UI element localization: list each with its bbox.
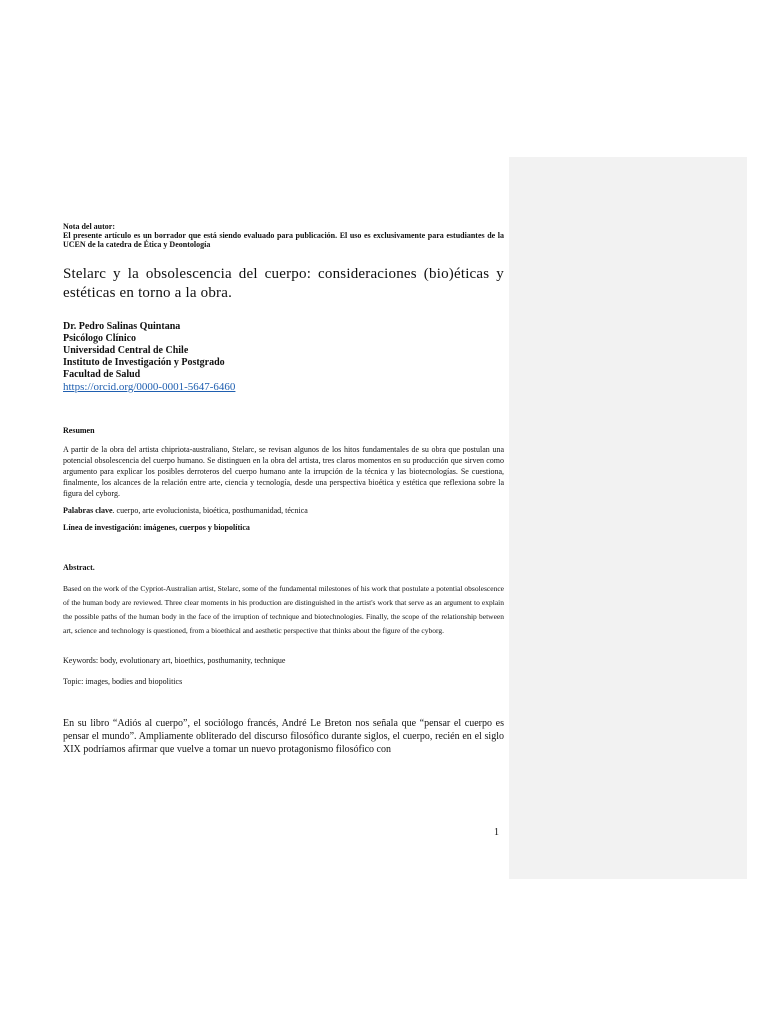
author-note-label: Nota del autor: bbox=[63, 222, 115, 231]
resumen-heading: Resumen bbox=[63, 426, 95, 435]
abstract-keywords: Keywords: body, evolutionary art, bioethics, posthumanity, technique bbox=[63, 656, 286, 665]
article-title: Stelarc y la obsolescencia del cuerpo: consideraciones (bio)éticas y estéticas en torno a la obra. bbox=[63, 266, 504, 301]
page-number: 1 bbox=[494, 827, 499, 838]
linea-investigacion bbox=[63, 523, 504, 533]
document-content bbox=[63, 222, 504, 756]
author-faculty: Facultad de Salud bbox=[63, 369, 141, 380]
author-note-text: El presente artículo es un borrador que está siendo evaluado para publicación. El uso es exclusivamente para estudiantes de la UCEN de la catedra de Ética y Deontología bbox=[63, 231, 504, 249]
abstract-topic: Topic: images, bodies and biopolitics bbox=[63, 677, 183, 686]
author-university: Universidad Central de Chile bbox=[63, 345, 189, 356]
linea-investigacion-text: Línea de investigación: imágenes, cuerpos y biopolítica bbox=[63, 523, 250, 532]
palabras-clave-values: . cuerpo, arte evolucionista, bioética, posthumanidad, técnica bbox=[112, 506, 308, 515]
resumen-text: A partir de la obra del artista chipriota-australiano, Stelarc, se revisan algunos de los hitos fundamentales de su obra que postulan una potencial obsolescencia del cuerpo humano. Se distinguen en la obra del artista, tres claros momentos en su producción que sirven como argumento para explicar los posibles derroteros del cuerpo humano ante la irrupción de la técnica y las biotecnologías. Se cuestiona, finalmente, los alcances de la relación entre arte, ciencia y tecnología, desde una perspectiva bioética y estética que reflexiona sobre la figura del cyborg. bbox=[63, 445, 504, 498]
author-name: Dr. Pedro Salinas Quintana bbox=[63, 321, 181, 332]
body-paragraph: En su libro “Adiós al cuerpo”, el sociólogo francés, André Le Breton nos señala que “pensar el cuerpo es pensar el mundo”. Ampliamente obliterado del discurso filosófico durante siglos, el cuerpo, recién en el siglo XIX podríamos afirmar que vuelve a tomar un nuevo protagonismo filosófico con bbox=[63, 718, 504, 755]
abstract-text: Based on the work of the Cypriot-Australian artist, Stelarc, some of the fundamental milestones of his work that postulate a potential obsolescence of the human body are reviewed. Three clear moments in his production are distinguished in the artist's work that serve as an argument to explain the possible paths of the human body in the face of the irruption of technique and biotechnologies. Finally, the scope of the relationship between art, science and technology is questioned, from a bioethical and aesthetic perspective that thinks about the figure of the cyborg. bbox=[63, 584, 504, 635]
palabras-clave bbox=[63, 506, 504, 516]
abstract-heading: Abstract. bbox=[63, 563, 95, 572]
author-institute: Instituto de Investigación y Postgrado bbox=[63, 357, 225, 368]
author-role: Psicólogo Clínico bbox=[63, 333, 137, 344]
orcid-link[interactable]: https://orcid.org/0000-0001-5647-6460 bbox=[63, 381, 236, 393]
palabras-clave-label: Palabras clave bbox=[63, 506, 113, 515]
author-block bbox=[63, 321, 504, 394]
author-note bbox=[63, 222, 504, 249]
comments-pane bbox=[509, 157, 747, 879]
